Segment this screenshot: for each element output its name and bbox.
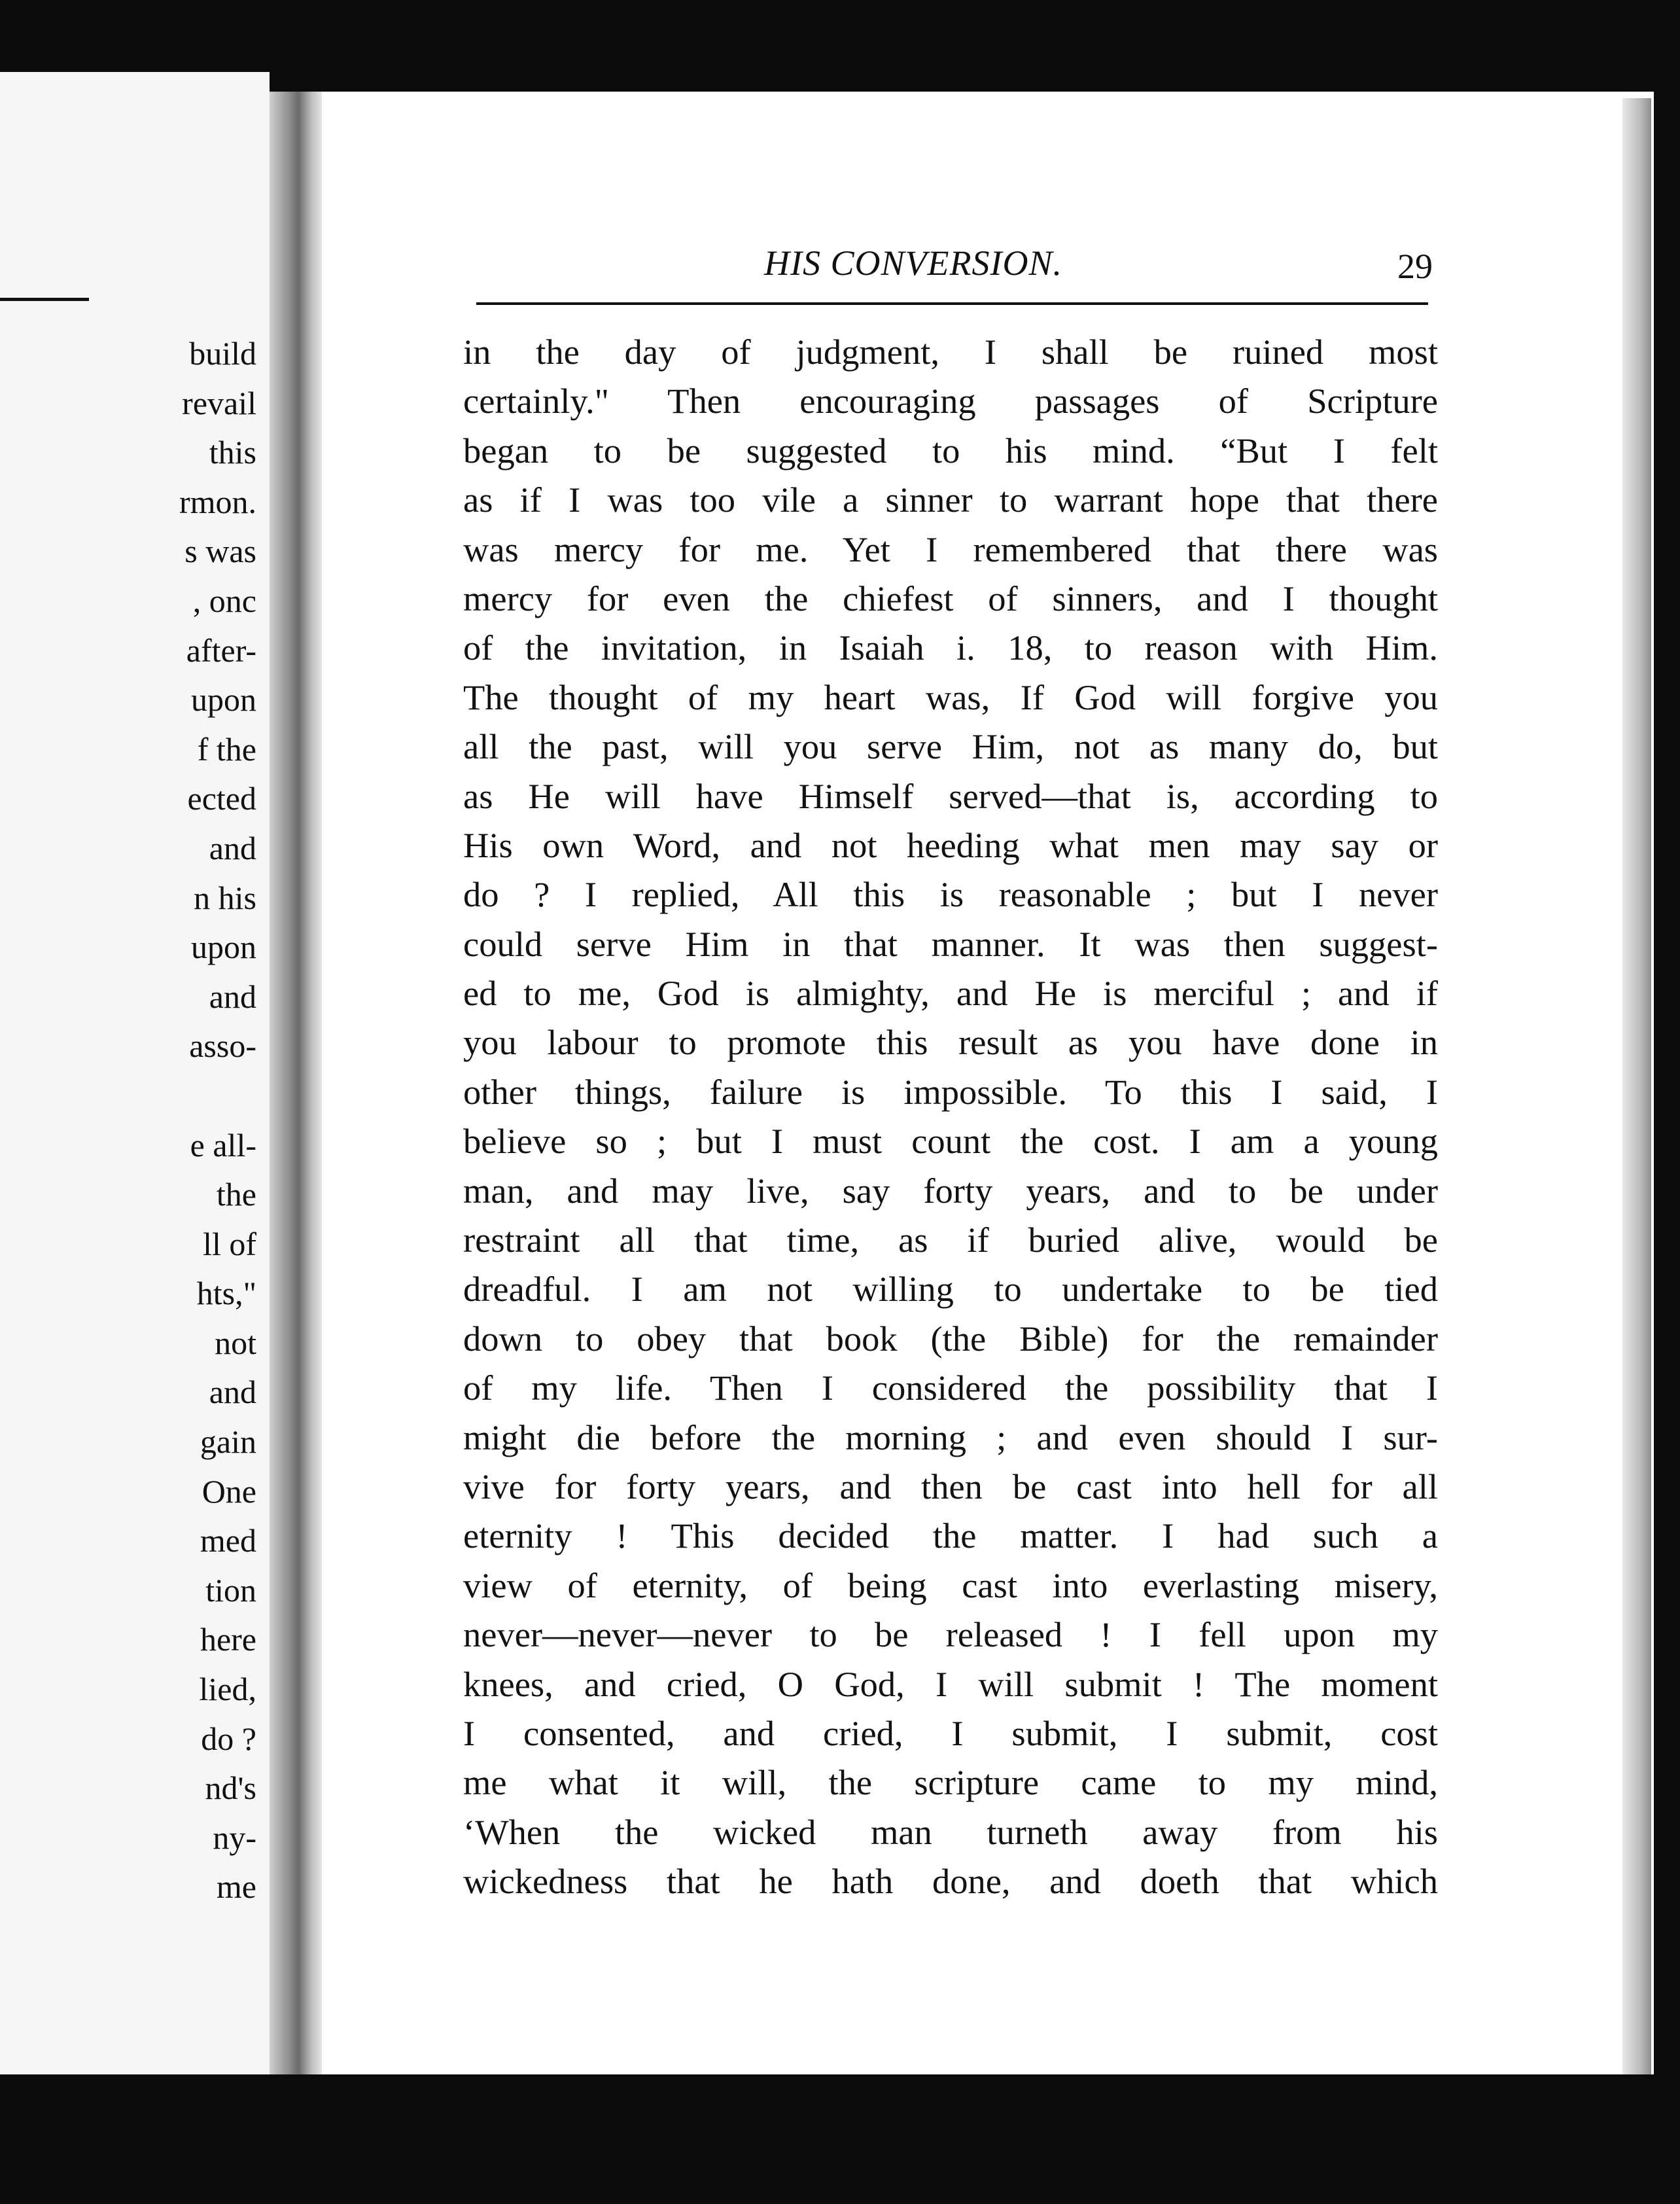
left-page-fragment: hts,"	[196, 1275, 256, 1312]
left-page-fragment: lied,	[199, 1671, 256, 1708]
left-page-fragment: after-	[186, 631, 256, 669]
text-line	[463, 525, 1438, 574]
text-line-content: down to obey that book (the Bible) for the remainder	[463, 1318, 1438, 1359]
text-line	[463, 1363, 1438, 1412]
text-line	[463, 1413, 1438, 1462]
text-line-content: in the day of judgment, I shall be ruined most	[463, 332, 1438, 372]
scan-background-bottom	[0, 2074, 1680, 2204]
left-page-fragment: gain	[200, 1423, 256, 1461]
text-line	[463, 623, 1438, 672]
text-line	[463, 1215, 1438, 1264]
left-page-fragment: , onc	[192, 582, 256, 619]
left-page-fragment: here	[200, 1621, 256, 1658]
text-line	[463, 475, 1438, 524]
left-page-fragment: tion	[205, 1571, 256, 1609]
body-text	[463, 327, 1438, 1906]
left-page-fragment: not	[215, 1324, 256, 1361]
text-line-content: mercy for even the chiefest of sinners, and I thought	[463, 578, 1438, 618]
page-number: 29	[1397, 247, 1433, 286]
text-line	[463, 1807, 1438, 1857]
text-line	[463, 1314, 1438, 1363]
text-line	[463, 1857, 1438, 1906]
text-line-content: began to be suggested to his mind. “But I felt	[463, 430, 1438, 471]
text-line-content: view of eternity, of being cast into everlasting misery,	[463, 1565, 1438, 1605]
text-line-content: dreadful. I am not willing to undertake to be tied	[463, 1269, 1438, 1309]
text-line	[463, 1166, 1438, 1215]
text-line	[463, 673, 1438, 722]
text-line-content: vive for forty years, and then be cast into hell for all	[463, 1466, 1438, 1506]
left-page-fragment: upon	[191, 929, 256, 966]
text-line-content: as He will have Himself served—that is, according to	[463, 775, 1438, 816]
left-page-fragment: asso-	[189, 1027, 256, 1065]
text-line-content: wickedness that he hath done, and doeth that which	[463, 1861, 1438, 1902]
text-line-content: as if I was too vile a sinner to warrant hope that there	[463, 480, 1438, 520]
text-line-content: certainly." Then encouraging passages of Scripture	[463, 381, 1438, 421]
left-page-fragment: and	[209, 1374, 256, 1411]
text-line	[463, 1758, 1438, 1807]
left-page-fragment: me	[216, 1868, 256, 1906]
text-line	[463, 1610, 1438, 1659]
text-line	[463, 772, 1438, 821]
text-line	[463, 1264, 1438, 1313]
text-line-content: man, and may live, say forty years, and to be under	[463, 1170, 1438, 1211]
text-line-content: was mercy for me. Yet I remembered that there was	[463, 529, 1438, 569]
text-line-content: of the invitation, in Isaiah i. 18, to reason with Him.	[463, 628, 1438, 668]
left-page-fragment: upon	[191, 681, 256, 719]
left-page-rule	[0, 298, 89, 301]
left-page-fragment: med	[200, 1522, 256, 1559]
text-line-content: eternity ! This decided the matter. I had such a	[463, 1516, 1438, 1556]
left-page-fragment: ected	[187, 780, 256, 817]
left-page-fragment: do ?	[201, 1720, 256, 1757]
facing-page-left	[0, 72, 270, 2074]
text-line	[463, 376, 1438, 425]
left-page-fragment: s was	[184, 533, 256, 570]
text-line-content: ‘When the wicked man turneth away from his	[463, 1811, 1438, 1852]
header-rule	[476, 302, 1428, 305]
left-page-fragment: nd's	[205, 1769, 256, 1807]
text-line-content: believe so ; but I must count the cost. I am a young	[463, 1121, 1438, 1162]
left-page-text	[60, 329, 256, 1912]
left-page-fragment: and	[209, 829, 256, 866]
text-line-content: of my life. Then I considered the possibility that I	[463, 1368, 1438, 1408]
left-page-fragment: revail	[182, 384, 256, 421]
left-page-fragment: ny-	[213, 1819, 256, 1856]
text-line-content: you labour to promote this result as you have done in	[463, 1022, 1438, 1063]
left-page-fragment: the	[216, 1176, 256, 1213]
text-line	[463, 821, 1438, 870]
text-line-content: The thought of my heart was, If God will forgive you	[463, 677, 1438, 717]
text-line-content: I consented, and cried, I submit, I submit, cost	[463, 1713, 1438, 1753]
text-line	[463, 1116, 1438, 1165]
text-line-content: ed to me, God is almighty, and He is merciful ; and if	[463, 973, 1438, 1014]
text-line-content: never—never—never to be released ! I fell upon my	[463, 1614, 1438, 1655]
text-line-content: could serve Him in that manner. It was then suggest-	[463, 923, 1438, 964]
text-line	[463, 1067, 1438, 1116]
left-page-fragment: e all-	[190, 1126, 256, 1164]
text-line-content: His own Word, and not heeding what men may say or	[463, 825, 1438, 865]
text-line	[463, 327, 1438, 376]
left-page-fragment: f the	[197, 730, 256, 768]
text-line	[463, 722, 1438, 771]
text-line	[463, 969, 1438, 1018]
left-page-fragment: n his	[194, 879, 256, 916]
left-page-fragment: rmon.	[179, 483, 256, 520]
text-line-content: knees, and cried, O God, I will submit ! The moment	[463, 1663, 1438, 1704]
left-page-fragment	[60, 1071, 256, 1121]
running-head: HIS CONVERSION.	[764, 243, 1062, 283]
text-line	[463, 1511, 1438, 1560]
text-line-content: other things, failure is impossible. To this I said, I	[463, 1071, 1438, 1112]
text-line	[463, 1462, 1438, 1511]
text-line	[463, 919, 1438, 969]
left-page-fragment: this	[209, 434, 256, 471]
text-line	[463, 1709, 1438, 1758]
left-page-fragment: build	[189, 335, 256, 372]
text-line-content: do ? I replied, All this is reasonable ; but I never	[463, 874, 1438, 915]
text-line	[463, 870, 1438, 919]
text-line	[463, 1018, 1438, 1067]
text-line-content: me what it will, the scripture came to my mind,	[463, 1762, 1438, 1803]
text-line-content: might die before the morning ; and even should I sur-	[463, 1417, 1438, 1457]
text-line-content: all the past, will you serve Him, not as many do, but	[463, 726, 1438, 767]
book-gutter	[270, 92, 322, 2094]
left-page-fragment: One	[201, 1472, 256, 1510]
left-page-fragment: ll of	[203, 1225, 256, 1262]
text-line	[463, 1660, 1438, 1709]
text-line	[463, 426, 1438, 475]
left-page-fragment: and	[209, 978, 256, 1015]
text-line	[463, 1561, 1438, 1610]
text-line-content: restraint all that time, as if buried alive, would be	[463, 1220, 1438, 1260]
text-line	[463, 574, 1438, 623]
page-edge	[1622, 98, 1651, 2094]
